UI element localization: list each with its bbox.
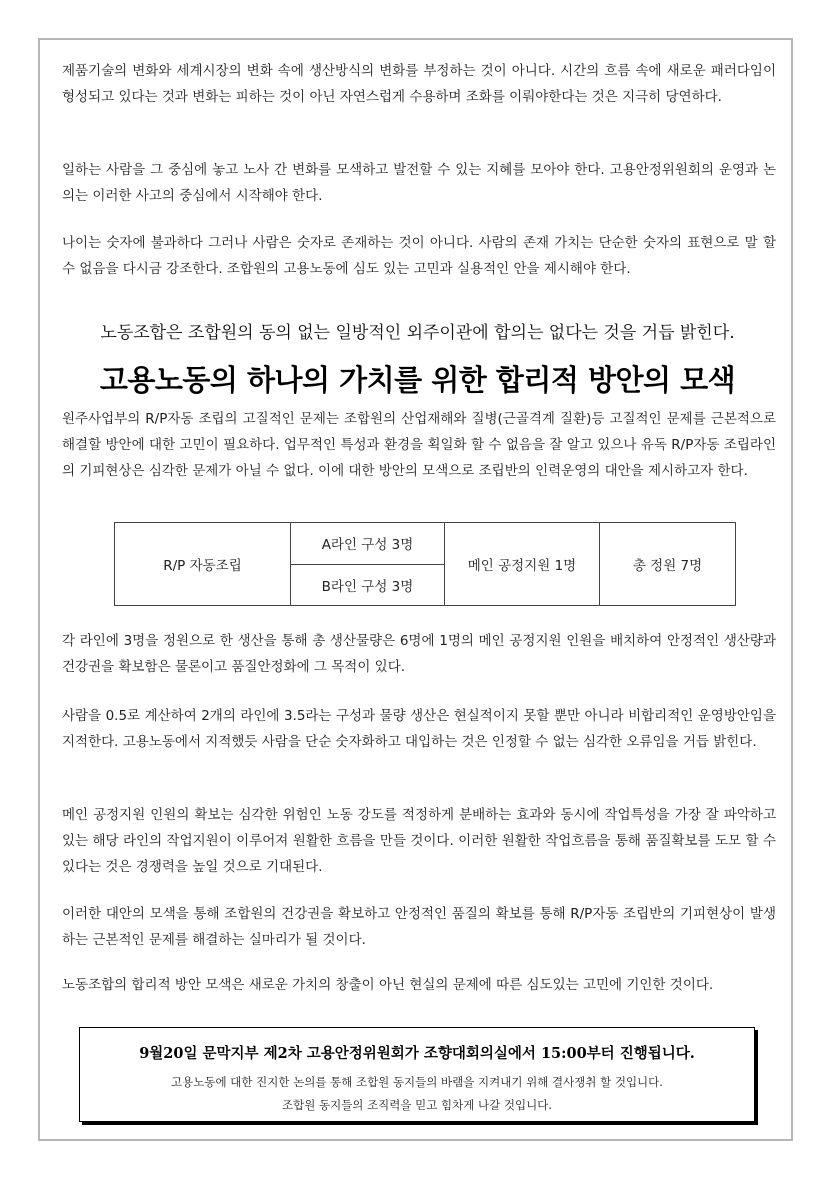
paragraph-support-staff: 메인 공정지원 인원의 확보는 심각한 위험인 노동 강도를 적정하게 분배하는 효과와 동시에 작업특성을 가장 잘 파악하고 있는 해당 라인의 작업지원이 이루어져 원활한 흐름을 만들 것이다. 이러한 원활한 작업흐름을 통해 품질확보를 도모 할 수 있다는 것은 경쟁력을 높일 것으로 기대된다.	[62, 807, 776, 875]
meeting-notice-line-2: 조합원 동지들의 조직력을 믿고 힘차게 나갈 것입니다.	[282, 1098, 552, 1112]
paragraph-production-change: 제품기술의 변화와 세계시장의 변화 속에 생산방식의 변화를 부정하는 것이 아니다. 시간의 흐름 속에 새로운 패러다임이 형성되고 있다는 것과 변화는 피하는 것이 아닌 자연스럽게 수용하며 조화를 이뤄야한다는 것은 지극히 당연하다.	[62, 63, 776, 105]
paragraph-people-not-numbers: 나이는 숫자에 불과하다 그러나 사람은 숫자로 존재하는 것이 아니다. 사람의 존재 가치는 단순한 숫자의 표현으로 말 할 수 없음을 다시금 강조한다. 조합원의 고용노동에 심도 있는 고민과 실용적인 안을 제시해야 한다.	[62, 235, 776, 277]
meeting-notice-box	[79, 1027, 755, 1122]
paragraph-people-centered: 일하는 사람을 그 중심에 놓고 노사 간 변화를 모색하고 발전할 수 있는 지혜를 모아야 한다. 고용안정위원회의 운영과 논의는 이러한 사고의 중심에서 시작해야 한다.	[62, 162, 776, 204]
total-cell: 총 정원 7명	[600, 523, 736, 606]
process-cell: R/P 자동조립	[115, 523, 291, 606]
paragraph-line-staffing: 각 라인에 3명을 정원으로 한 생산을 통해 총 생산물량은 6명에 1명의 메인 공정지원 인원을 배치하여 안정적인 생산량과 건강권을 확보함은 물론이고 품질안정화에 그 목적이 있다.	[62, 633, 776, 675]
paragraph-half-person-criticism: 사람을 0.5로 계산하여 2개의 라인에 3.5라는 구성과 물량 생산은 현실적이지 못할 뿐만 아니라 비합리적인 운영방안임을 지적한다. 고용노동에서 지적했듯 사람을 단순 숫자화하고 대입하는 것은 인정할 수 없는 심각한 오류임을 거듭 밝힌다.	[62, 708, 776, 750]
paragraph-conclusion: 노동조합의 합리적 방안 모색은 새로운 가치의 창출이 아닌 현실의 문제에 따른 심도있는 고민에 기인한 것이다.	[62, 977, 714, 993]
staffing-table	[114, 522, 736, 606]
line-b-cell: B라인 구성 3명	[291, 564, 445, 606]
line-a-cell: A라인 구성 3명	[291, 523, 445, 565]
meeting-notice-title: 9월20일 문막지부 제2차 고용안정위원회가 조향대회의실에서 15:00부터 진행됩니다.	[139, 1045, 695, 1062]
meeting-notice-line-1: 고용노동에 대한 진지한 논의를 통해 조합원 동지들의 바램을 지켜내기 위해 결사쟁취 할 것입니다.	[171, 1075, 663, 1089]
section-heading: 고용노동의 하나의 가치를 위한 합리적 방안의 모색	[99, 363, 736, 397]
outsourcing-declaration: 노동조합은 조합원의 동의 없는 일방적인 외주이관에 합의는 없다는 것을 거듭 밝힌다.	[100, 323, 735, 343]
paragraph-health-quality: 이러한 대안의 모색을 통해 조합원의 건강권을 확보하고 안정적인 품질의 확보를 통해 R/P자동 조립반의 기피현상이 발생하는 근본적인 문제를 해결하는 실마리가 될 것이다.	[62, 906, 776, 948]
paragraph-rp-assembly-problem: 원주사업부의 R/P자동 조립의 고질적인 문제는 조합원의 산업재해와 질병(근골격계 질환)등 고질적인 문제를 근본적으로 해결할 방안에 대한 고민이 필요하다. 업무적인 특성과 환경을 획일화 할 수 없음을 잘 알고 있으나 유독 R/P자동 조립라인의 기피현상은 심각한 문제가 아닐 수 없다. 이에 대한 방안의 모색으로 조립반의 인력운영의 대안을 제시하고자 한다.	[62, 411, 776, 479]
support-cell: 메인 공정지원 1명	[445, 523, 600, 606]
